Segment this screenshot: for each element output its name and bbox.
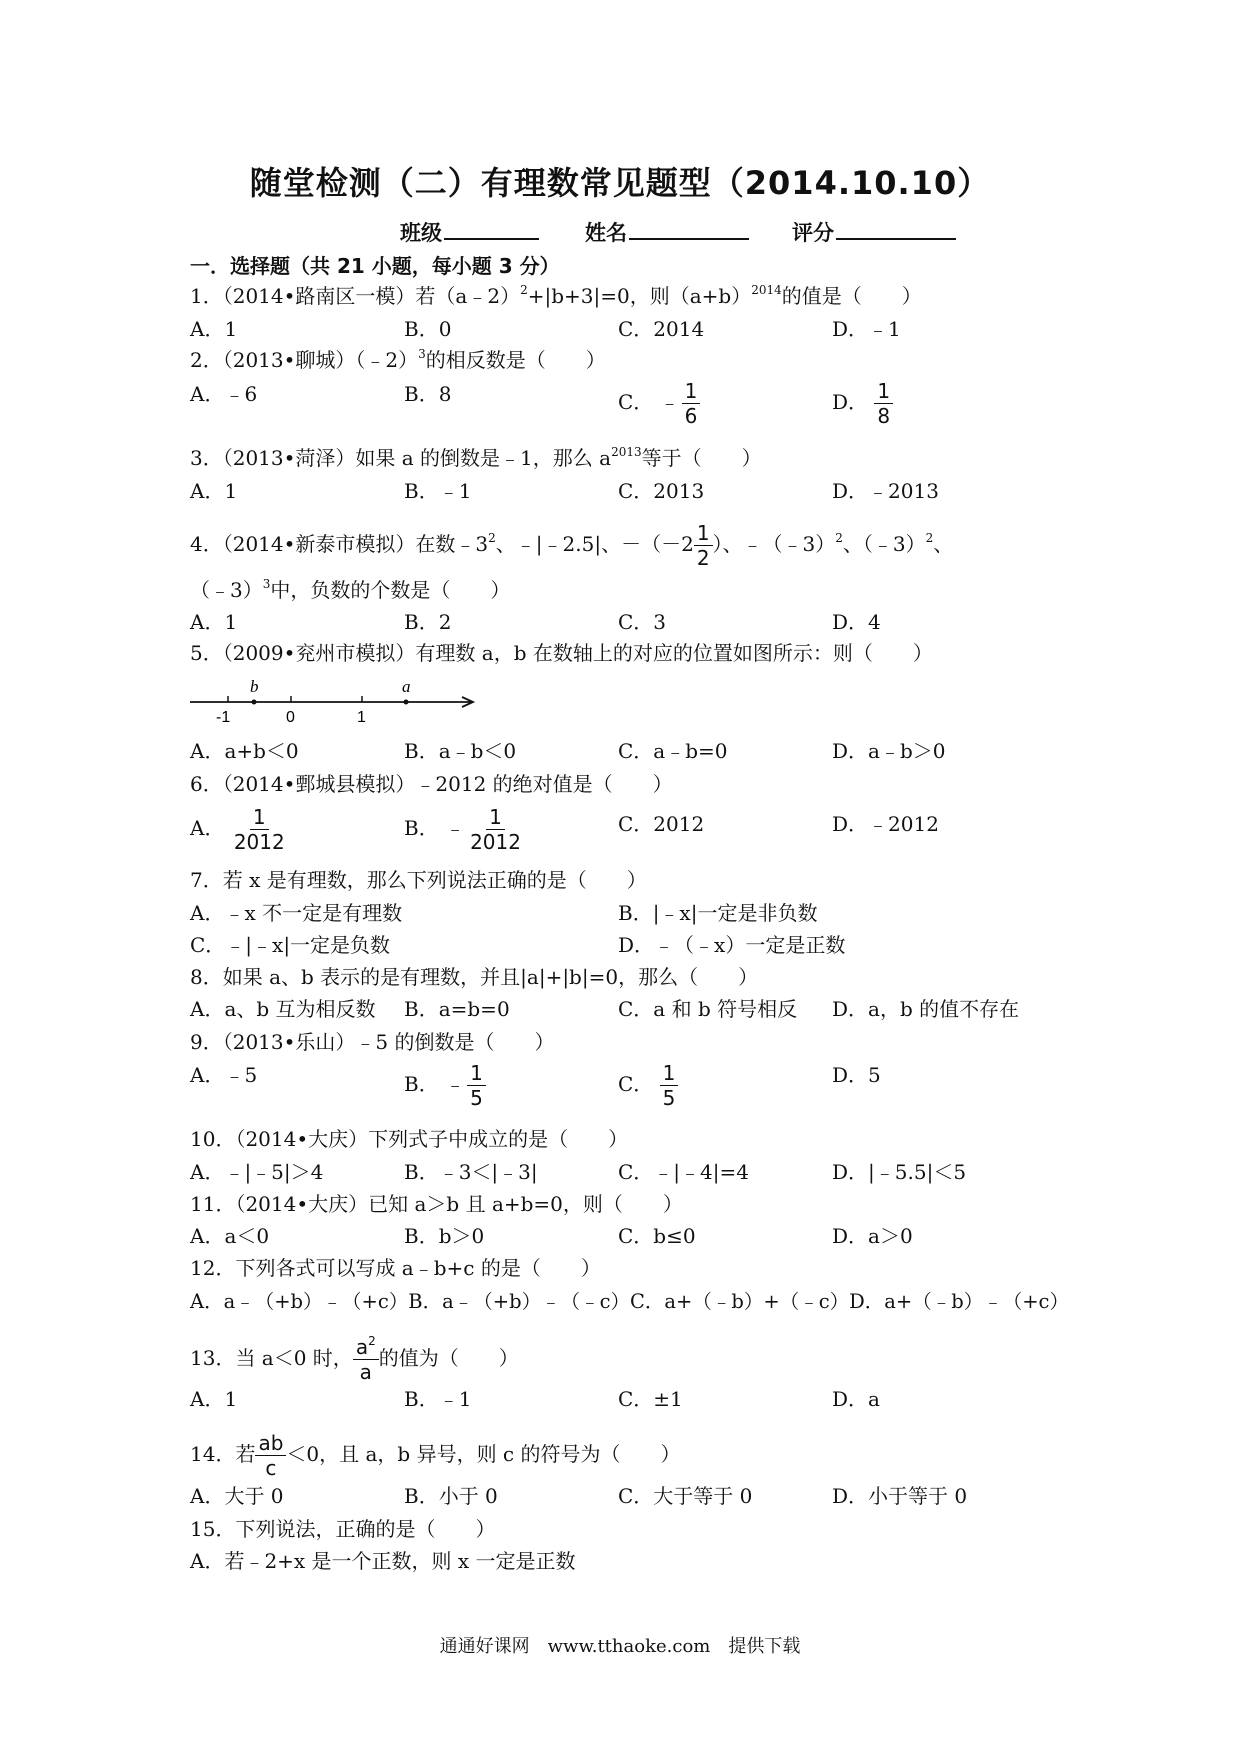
q10-option-c: C．﹣|﹣4|=4 [618,1160,749,1184]
fraction: $\frac{1}{2012}$ [470,805,521,854]
question-15: 15．下列说法，正确的是（ ） [190,1517,496,1541]
q8-option-b: B．a=b=0 [404,997,510,1021]
score-field [792,217,956,247]
question-1: 1．（2014•路南区一模）若（a﹣2）$^2$+|b+3|=0，则$(a+b)^{2014}$的值是（ ） [190,283,922,308]
label-zero: 0 [286,709,295,726]
fraction: $\frac{1}{2}$ [694,522,713,569]
fraction: $\frac{ab}{c}$ [255,1432,286,1479]
name-field [585,217,749,247]
q8-option-c: C．a 和 b 符号相反 [618,997,798,1021]
q2-option-b: B．8 [404,382,452,406]
q11-option-a: A．a＜0 [190,1224,270,1248]
section-heading: 一．选择题（共 21 小题，每小题 3 分） [190,254,560,278]
q1-option-b: B．0 [404,317,452,341]
fraction: $\frac{1}{2012}$ [233,805,285,854]
q5-option-b: B．a﹣b＜0 [404,739,517,763]
page-footer: 通通好课网 www.tthaoke.com 提供下载 [439,1636,801,1657]
q2-option-a: A．﹣6 [190,382,258,406]
q14-option-b: B．小于 0 [404,1484,498,1508]
score-label: 评分 [792,221,834,245]
q9-option-b: B． ﹣ $\frac{1}{5}$ [404,1062,486,1109]
label-minus-one: -1 [216,709,231,726]
question-6: 6．（2014•鄄城县模拟）﹣2012 的绝对值是（ ） [190,772,673,796]
question-11: 11．（2014•大庆）已知 a＞b 且 a+b=0，则（ ） [190,1192,683,1216]
q6-option-a: A． $\frac{1}{2012}$ [190,806,288,853]
q7-option-c: C．﹣|﹣x|一定是负数 [190,933,391,957]
question-3: 3．（2013•菏泽）如果 a 的倒数是﹣1，那么 $a^{2013}$等于（ ） [190,445,762,470]
q13-option-b: B．﹣1 [404,1387,472,1411]
question-10: 10．（2014•大庆）下列式子中成立的是（ ） [190,1127,629,1151]
q5-option-a: A．a+b＜0 [190,739,299,763]
q9-option-d: D．5 [832,1063,881,1087]
q5-option-c: C．a﹣b=0 [618,739,728,763]
q11-option-b: B．b＞0 [404,1224,485,1248]
q1-option-c: C．2014 [618,317,705,341]
label-b: b [250,680,259,696]
q8-option-a: A．a、b 互为相反数 [190,997,376,1021]
q4-option-b: B．2 [404,610,452,634]
question-12: 12．下列各式可以写成 a﹣b+c 的是（ ） [190,1256,601,1280]
fraction: $\frac{1}{8}$ [874,380,893,427]
q3-option-b: B．﹣1 [404,479,472,503]
q10-option-d: D．|﹣5.5|＜5 [832,1160,967,1184]
q11-option-d: D．a＞0 [832,1224,913,1248]
question-5: 5．（2009•兖州市模拟）有理数 a，b 在数轴上的对应的位置如图所示：则（ ） [190,641,933,665]
q6-option-b: B． ﹣ $\frac{1}{2012}$ [404,806,524,853]
q15-option-a: A．若﹣2+x 是一个正数，则 x 一定是正数 [190,1549,576,1573]
q14-option-d: D．小于等于 0 [832,1484,968,1508]
question-4-line-2: （﹣3）$^3$中，负数的个数是（ ） [190,577,511,602]
q3-option-d: D．﹣2013 [832,479,939,503]
point-a [404,700,409,705]
label-a: a [402,680,411,696]
question-9: 9．（2013•乐山）﹣5 的倒数是（ ） [190,1030,555,1054]
q7-option-b: B．|﹣x|一定是非负数 [618,901,818,925]
q4-option-c: C．3 [618,610,667,634]
question-2: 2．（2013•聊城）（﹣2）$^3$的相反数是（ ） [190,347,606,372]
score-blank [836,218,956,240]
class-blank [444,218,539,240]
q8-option-d: D．a，b 的值不存在 [832,997,1020,1021]
q5-option-d: D．a﹣b＞0 [832,739,946,763]
q4-option-a: A．1 [190,610,238,634]
label-one: 1 [357,709,366,726]
q12-options: A．a﹣（+b）﹣（+c）B．a﹣（+b）﹣（﹣c）C．a+（﹣b）+（﹣c）D．a+（﹣b）﹣（+c） [190,1290,1069,1313]
question-14: 14．若 $\frac{ab}{c}$ ＜0，且 a，b 异号，则 c 的符号为（ ） [190,1431,681,1480]
fraction: $\frac{1}{5}$ [660,1062,679,1109]
q10-option-a: A．﹣|﹣5|＞4 [190,1160,324,1184]
q10-option-b: B．﹣3＜|﹣3| [404,1160,538,1184]
q6-option-d: D．﹣2012 [832,812,939,836]
q13-option-c: C．±1 [618,1387,683,1411]
q4-option-d: D．4 [832,610,881,634]
q14-option-c: C．大于等于 0 [618,1484,753,1508]
q9-option-a: A．﹣5 [190,1063,258,1087]
name-blank [629,218,749,240]
q6-option-c: C．2012 [618,812,705,836]
q3-option-c: C．2013 [618,479,705,503]
class-label: 班级 [400,221,442,245]
question-13: 13．当 a＜0 时， $\frac{a^2}{a}$ 的值为（ ） [190,1334,519,1384]
q7-option-d: D．﹣（﹣x）一定是正数 [618,933,846,957]
q2-option-c: C． ﹣ $\frac{1}{6}$ [618,380,700,427]
q13-option-d: D．a [832,1387,880,1411]
q11-option-c: C．b≤0 [618,1224,696,1248]
q13-option-a: A．1 [190,1387,238,1411]
q1-option-d: D．﹣1 [832,317,901,341]
question-4: 4．（2014•新泰市模拟）在数$﹣3^2$、﹣|﹣2.5|、－（－2 $\frac{1}{2}$ ）、﹣（﹣3）$^2$、（﹣3）$^2$、 [190,521,954,570]
number-line-figure [190,680,490,730]
fraction: $\frac{1}{5}$ [467,1062,486,1109]
name-label: 姓名 [585,221,627,245]
fraction: $\frac{1}{6}$ [682,380,701,427]
class-field [400,217,539,247]
point-b [252,700,257,705]
q1-option-a: A．1 [190,317,238,341]
question-8: 8．如果 a、b 表示的是有理数，并且|a|+|b|=0，那么（ ） [190,965,759,989]
page-title: 随堂检测（二）有理数常见题型（2014.10.10） [249,164,991,202]
question-7: 7．若 x 是有理数，那么下列说法正确的是（ ） [190,868,647,892]
q3-option-a: A．1 [190,479,238,503]
q7-option-a: A．﹣x 不一定是有理数 [190,901,403,925]
q14-option-a: A．大于 0 [190,1484,284,1508]
fraction: $\frac{a^2}{a}$ [353,1336,379,1383]
q2-option-d: D． $\frac{1}{8}$ [832,380,893,427]
q9-option-c: C． $\frac{1}{5}$ [618,1062,678,1109]
